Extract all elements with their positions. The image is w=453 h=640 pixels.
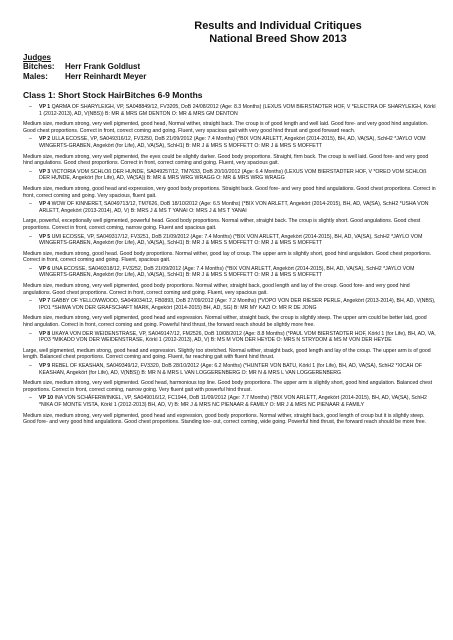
entry-details: VICTORIA VOM SCHLOß DER HUNDE, SA049257/12, TM7633, DoB 20/10/2012 (Age: 6.4 Months) (LEXUS VOM BIERSTADTER HOF, V *OREO VOM SCHLOß DER HUNDE, Angekört (for Life), AD, VA(SA)) B: MR & MRS WRG WRAGG O: MR & MRS WRG WRAGG [39,168,427,182]
entry-place: VP 6 [39,265,51,272]
title-line-2: National Breed Show 2013 [209,33,347,45]
entry-place: VP 9 [39,363,51,369]
entry-place: VP 2 [39,136,51,143]
entry [23,169,437,199]
entry-critique: Medium size, medium strong, very well pigmented, good head and expression, good body proportions. Normal wither, straight back, good length of croup but it is slightly steep. Good fore- and very good hind angulations. Good chest proportions. Standing toe- out, correct coming, wide going. Powerful hind thrust, the forward reach should be more free. [23,412,427,426]
entry [23,136,437,166]
entry-critique: Large, well pigmented, medium strong, good head and expression. Slightly too stretched. Normal wither, straight back, good length and lay of the croup. The upper arm is of good length. Balanced chest proportions. Correct coming and going. Fluent, far reaching gait with fluent hind thrust. [23,347,431,361]
entry-place: VP 10 [39,395,54,402]
entry-header: – VP 3 VICTORIA VOM SCHLOß DER HUNDE, SA049257/12, TM7633, DoB 20/10/2012 (Age: 6.4 Months) (LEXUS VOM BIERSTADTER HOF, V *OREO VOM SCHLOß DER HUNDE, Angekört (for Life), AD, VA(SA)) B: MR & MRS WRG WRAGG O: MR & MRS WRG WRAGG [29,168,427,182]
entry [23,395,437,425]
judge-label: Males: [23,72,48,81]
title-line-1: Results and Individual Critiques [194,20,362,32]
entry-critique: Large, powerful, exceptionally well pigmented, powerful head. Good body proportions. Normal wither, straight back. The croup is slightly short. Good angulations. Good chest proportions. Correct in front, correct coming, narrow going. Fluent and spacious gait. [23,218,421,231]
entry [23,331,437,361]
entry [23,201,437,231]
entry-header: – VP 5 UMI ECOSSE, VP, SA049317/12, FV3251, DoB 21/09/2012 (Age: 7.4 Months) (*BIX VON ARLETT, Angekört (2014-2015), BH, AD, VA(SA), SchH2 *JAYLO VOM WINGERTS-GRABEN, Angekört (for Life), AD, VA(SA), SchH1) B: MR J & MRS S MOFFETT O: MR J & MRS S MOFFETT [29,233,423,247]
judges-heading: Judges [23,53,52,62]
entry-place: VP 7 [39,298,51,305]
entry-critique: Medium size, medium strong, very well pigmented, good head, Normal wither, straight back. The croup is of good length and well laid. Good fore- and very good hind angulation. Good chest proportions. Correct in front, correct coming and going. Fluent, very spacious gait with very good hind thrust and good forward reach. [23,121,429,134]
entry-header: – VP 4 WOW OF KINNERET, SA049713/12, TM7626, DoB 18/10/2012 (Age: 6.5 Months) (*BIX VON ARLETT, Angekört (2014-2015), BH, AD, VA(SA), SchH2 *USHA VON ARLETT, Angekört (2013-2014), AD, V) B: MRS J & MS T YANAI O: MRS J & MS T YANAI [29,201,429,214]
entry-critique: Medium size, medium strong, good head and expression, very good body proportions. Straight back. Good fore- and very good hind angulations. Good chest proportions. Correct in front, correct coming and going. Very spacious, fluent gait. [23,185,436,199]
judge-name: Herr Reinhardt Meyer [65,72,147,81]
entry-place: VP 4 [39,201,51,208]
entry [23,363,437,393]
entry-header: – VP 8 UKAYA VON DER WEIDENSTRASE, VP, SA049147/12, FM2526, DoB 10/08/2012 (Age: 8.8 Months) (*PAUL VOM BIERSTADTER HOF, Körkl 1 (for Life), BH, AD, VA, IPO3 *MIKADO VON DER WEIDENSTRASE, Körkl 1 (2012-2013), AD, V) B: MS M VON DER HEYDE O: MRS N STRYDOM & MS M VON DER HEYDE [29,330,436,344]
entry-details: QARMA OF SHARYLEIGH, VP, SA048849/12, FV3205, DoB 24/08/2012 (Age: 8.3 Months) (LEXUS VOM BIERSTADTER HOF, V *ELECTRA OF SHARYLEIGH, Körkl 1 (2012-2013), AD, V(NBS)) B: MR & MRS GM DENTON O: MR & MRS GM DENTON [39,104,436,117]
entry [23,266,437,296]
class-heading: Class 1: Short Stock HairBitches 6-9 Months [23,90,203,100]
entry-header: – VP 2 ULLA ECOSSE, VP, SA049316/12, FV3250, DoB 21/09/2012 (Age: 7.4 Months) (*BIX VON ARLETT, Angekört (2014-2015), BH, AD, VA(SA), SchH2 *JAYLO VOM WINGERTS-GRABEN, Angekört (for Life), AD, VA(SA), SchH1) B: MR J & MRS S MOFFETT O: MR J & MRS S MOFFETT [29,136,426,149]
entry-place: VP 8 [39,330,51,337]
document-title [119,20,437,46]
entry [23,104,437,134]
entry-critique: Medium size, medium strong, very well pigmented, good body proportions. Normal wither, straight back, good length and lay of the croup. Good fore- and very good hind angulations. Good chest proportions. Correct in front, correct coming and going. Fluent, very spacious gait. [23,283,410,296]
entry-details: ULLA ECOSSE, VP, SA049316/12, FV3250, DoB 21/09/2012 (Age: 7.4 Months) (*BIX VON ARLETT, Angekört (2014-2015), BH, AD, VA(SA), SchH2 *JAYLO VOM WINGERTS-GRABEN, Angekört (for Life), AD, VA(SA), SchH1) B: MR J & MRS S MOFFETT O: MR J & MRS S MOFFETT [39,136,426,149]
entry-header: – VP 10 INA VON SCHÄFERWINKEL, VP, SA049016/12, FC1944, DoB 11/09/2012 (Age: 7.7 Months) (*BIX VON ARLETT, Angekört (2014-2015), BH, AD, VA(SA), SchH2 *NIKA OF MONTE VISTA, Körkl 1 (2012-2013) BH, AD, V) B: MR J & MRS NC PIENAAR & FAMILY O: MR J & MRS NC PIENAAR & FAMILY [29,395,427,408]
entry-critique: Medium size, medium strong, very well pigmented, good head and expression. Normal wither, straight back, the croup is slightly steep. The upper arm could be better laid, good hind angulation. Correct in front, correct coming and going. Powerful hind thrust, the forward reach should be slightly more free. [23,315,427,329]
entry-header: – VP 1 QARMA OF SHARYLEIGH, VP, SA048849/12, FV3205, DoB 24/08/2012 (Age: 8.3 Months) (LEXUS VOM BIERSTADTER HOF, V *ELECTRA OF SHARYLEIGH, Körkl 1 (2012-2013), AD, V(NBS)) B: MR & MRS GM DENTON O: MR & MRS GM DENTON [29,104,436,117]
entry-details: GABBY OF YELLOWWOOD, SA049034/12, FB0893, DoB 27/09/2012 (Age: 7.2 Months) (*VOPO VON DER RIESER PERLE, Angekört (2013-2014), BH, AD, V(NBS), IPO1 *SHIWA VON DER GRAFSCHAFT MARK, Angekört (2014-2015) BH, AD, SG) B: MR MY KAZI O: MR R DE JONG [39,298,436,311]
entry-header: – VP 6 UNA ECOSSE, SA049318/12, FV3252, DoB 21/09/2012 (Age: 7.4 Months) (*BIX VON ARLETT, Angekört (2014-2015), BH, AD, VA(SA), SchH2 *JAYLO VOM WINGERTS-GRABEN, Angekört (for Life), AD, VA(SA), SchH1) B: MR J & MRS S MOFFETT O: MR J & MRS S MOFFETT [29,265,415,279]
entry-place: VP 3 [39,168,51,175]
entry [23,234,437,264]
entry-critique: Medium size, medium strong, good head. Good body proportions. Normal wither, good lay of croup. The upper arm is slightly short, good hind angulation. Good chest proportions. Correct in front, correct coming and going. Fluent, spacious gait. [23,250,432,264]
entry-details: WOW OF KINNERET, SA049713/12, TM7626, DoB 18/10/2012 (Age: 6.5 Months) (*BIX VON ARLETT, Angekört (2014-2015), BH, AD, VA(SA), SchH2 *USHA VON ARLETT, Angekört (2013-2014), AD, V) B: MRS J & MS T YANAI O: MRS J & MS T YANAI [39,201,429,214]
judge-name: Herr Frank Goldlust [65,62,141,71]
entry-details: UMI ECOSSE, VP, SA049317/12, FV3251, DoB 21/09/2012 (Age: 7.4 Months) (*BIX VON ARLETT, Angekört (2014-2015), BH, AD, VA(SA), SchH2 *JAYLO VOM WINGERTS-GRABEN, Angekört (for Life), AD, VA(SA), SchH1) B: MR J & MRS S MOFFETT O: MR J & MRS S MOFFETT [39,233,423,247]
entry-details: UNA ECOSSE, SA049318/12, FV3252, DoB 21/09/2012 (Age: 7.4 Months) (*BIX VON ARLETT, Angekört (2014-2015), BH, AD, VA(SA), SchH2 *JAYLO VOM WINGERTS-GRABEN, Angekört (for Life), AD, VA(SA), SchH1) B: MR J & MRS S MOFFETT O: MR J & MRS S MOFFETT [39,265,415,279]
judge-label: Bitches: [23,62,55,71]
judge-row-males [23,72,437,82]
entry-critique: Medium size, medium strong, very well pigmented. Good head, harmonious top line. Good body proportions. The upper arm is slightly short, good hind angulation. Balanced chest proportions. Correct in front, correct coming, narrow going. Very fluent gait with powerful hind thrust. [23,380,433,393]
entry-place: VP 1 [39,104,51,110]
entry-details: INA VON SCHÄFERWINKEL, VP, SA049016/12, FC1944, DoB 11/09/2012 (Age: 7.7 Months) (*BIX VON ARLETT, Angekört (2014-2015), BH, AD, VA(SA), SchH2 *NIKA OF MONTE VISTA, Körkl 1 (2012-2013) BH, AD, V) B: MR J & MRS NC PIENAAR & FAMILY O: MR J & MRS NC PIENAAR & FAMILY [39,395,427,408]
entry [23,298,437,328]
entry-header: – VP 9 REBEL OF KEASHAN, SA049349/12, FV3320, DoB 28/10/2012 (Age: 6.2 Months) (*HUNTER VON BATU, Körkl 1 (for Life), BH, AD, VA(SA), SchH2 *XICAH OF KEASHAN, Angekört (for Life), AD, V(NBS)) B: MR N & MRS L VAN LOGGERENBERG O: MR N & MRS L VAN LOGGERENBERG [29,363,422,376]
entry-critique: Medium size, medium strong, very well pigmented, the eyes could be slightly darker. Good body proportions. Straight, firm back. The croup is well laid. Good fore- and very good hind angulations. Good chest proportions. Correct in front, correct coming and going. Fluent, very spacious gait. [23,153,429,167]
entry-details: UKAYA VON DER WEIDENSTRASE, VP, SA049147/12, FM2526, DoB 10/08/2012 (Age: 8.8 Months) (*PAUL VOM BIERSTADTER HOF, Körkl 1 (for Life), BH, AD, VA, IPO3 *MIKADO VON DER WEIDENSTRASE, Körkl 1 (2012-2013), AD, V) B: MS M VON DER HEYDE O: MRS N STRYDOM & MS M VON DER HEYDE [39,330,436,344]
judge-row-bitches [23,62,437,72]
entry-place: VP 5 [39,233,51,240]
entries-list [23,104,437,426]
entry-details: REBEL OF KEASHAN, SA049349/12, FV3320, DoB 28/10/2012 (Age: 6.2 Months) (*HUNTER VON BATU, Körkl 1 (for Life), BH, AD, VA(SA), SchH2 *XICAH OF KEASHAN, Angekört (for Life), AD, V(NBS)) B: MR N & MRS L VAN LOGGERENBERG O: MR N & MRS L VAN LOGGERENBERG [39,363,422,376]
entry-header: – VP 7 GABBY OF YELLOWWOOD, SA049034/12, FB0893, DoB 27/09/2012 (Age: 7.2 Months) (*VOPO VON DER RIESER PERLE, Angekört (2013-2014), BH, AD, V(NBS), IPO1 *SHIWA VON DER GRAFSCHAFT MARK, Angekört (2014-2015) BH, AD, SG) B: MR MY KAZI O: MR R DE JONG [29,298,436,311]
